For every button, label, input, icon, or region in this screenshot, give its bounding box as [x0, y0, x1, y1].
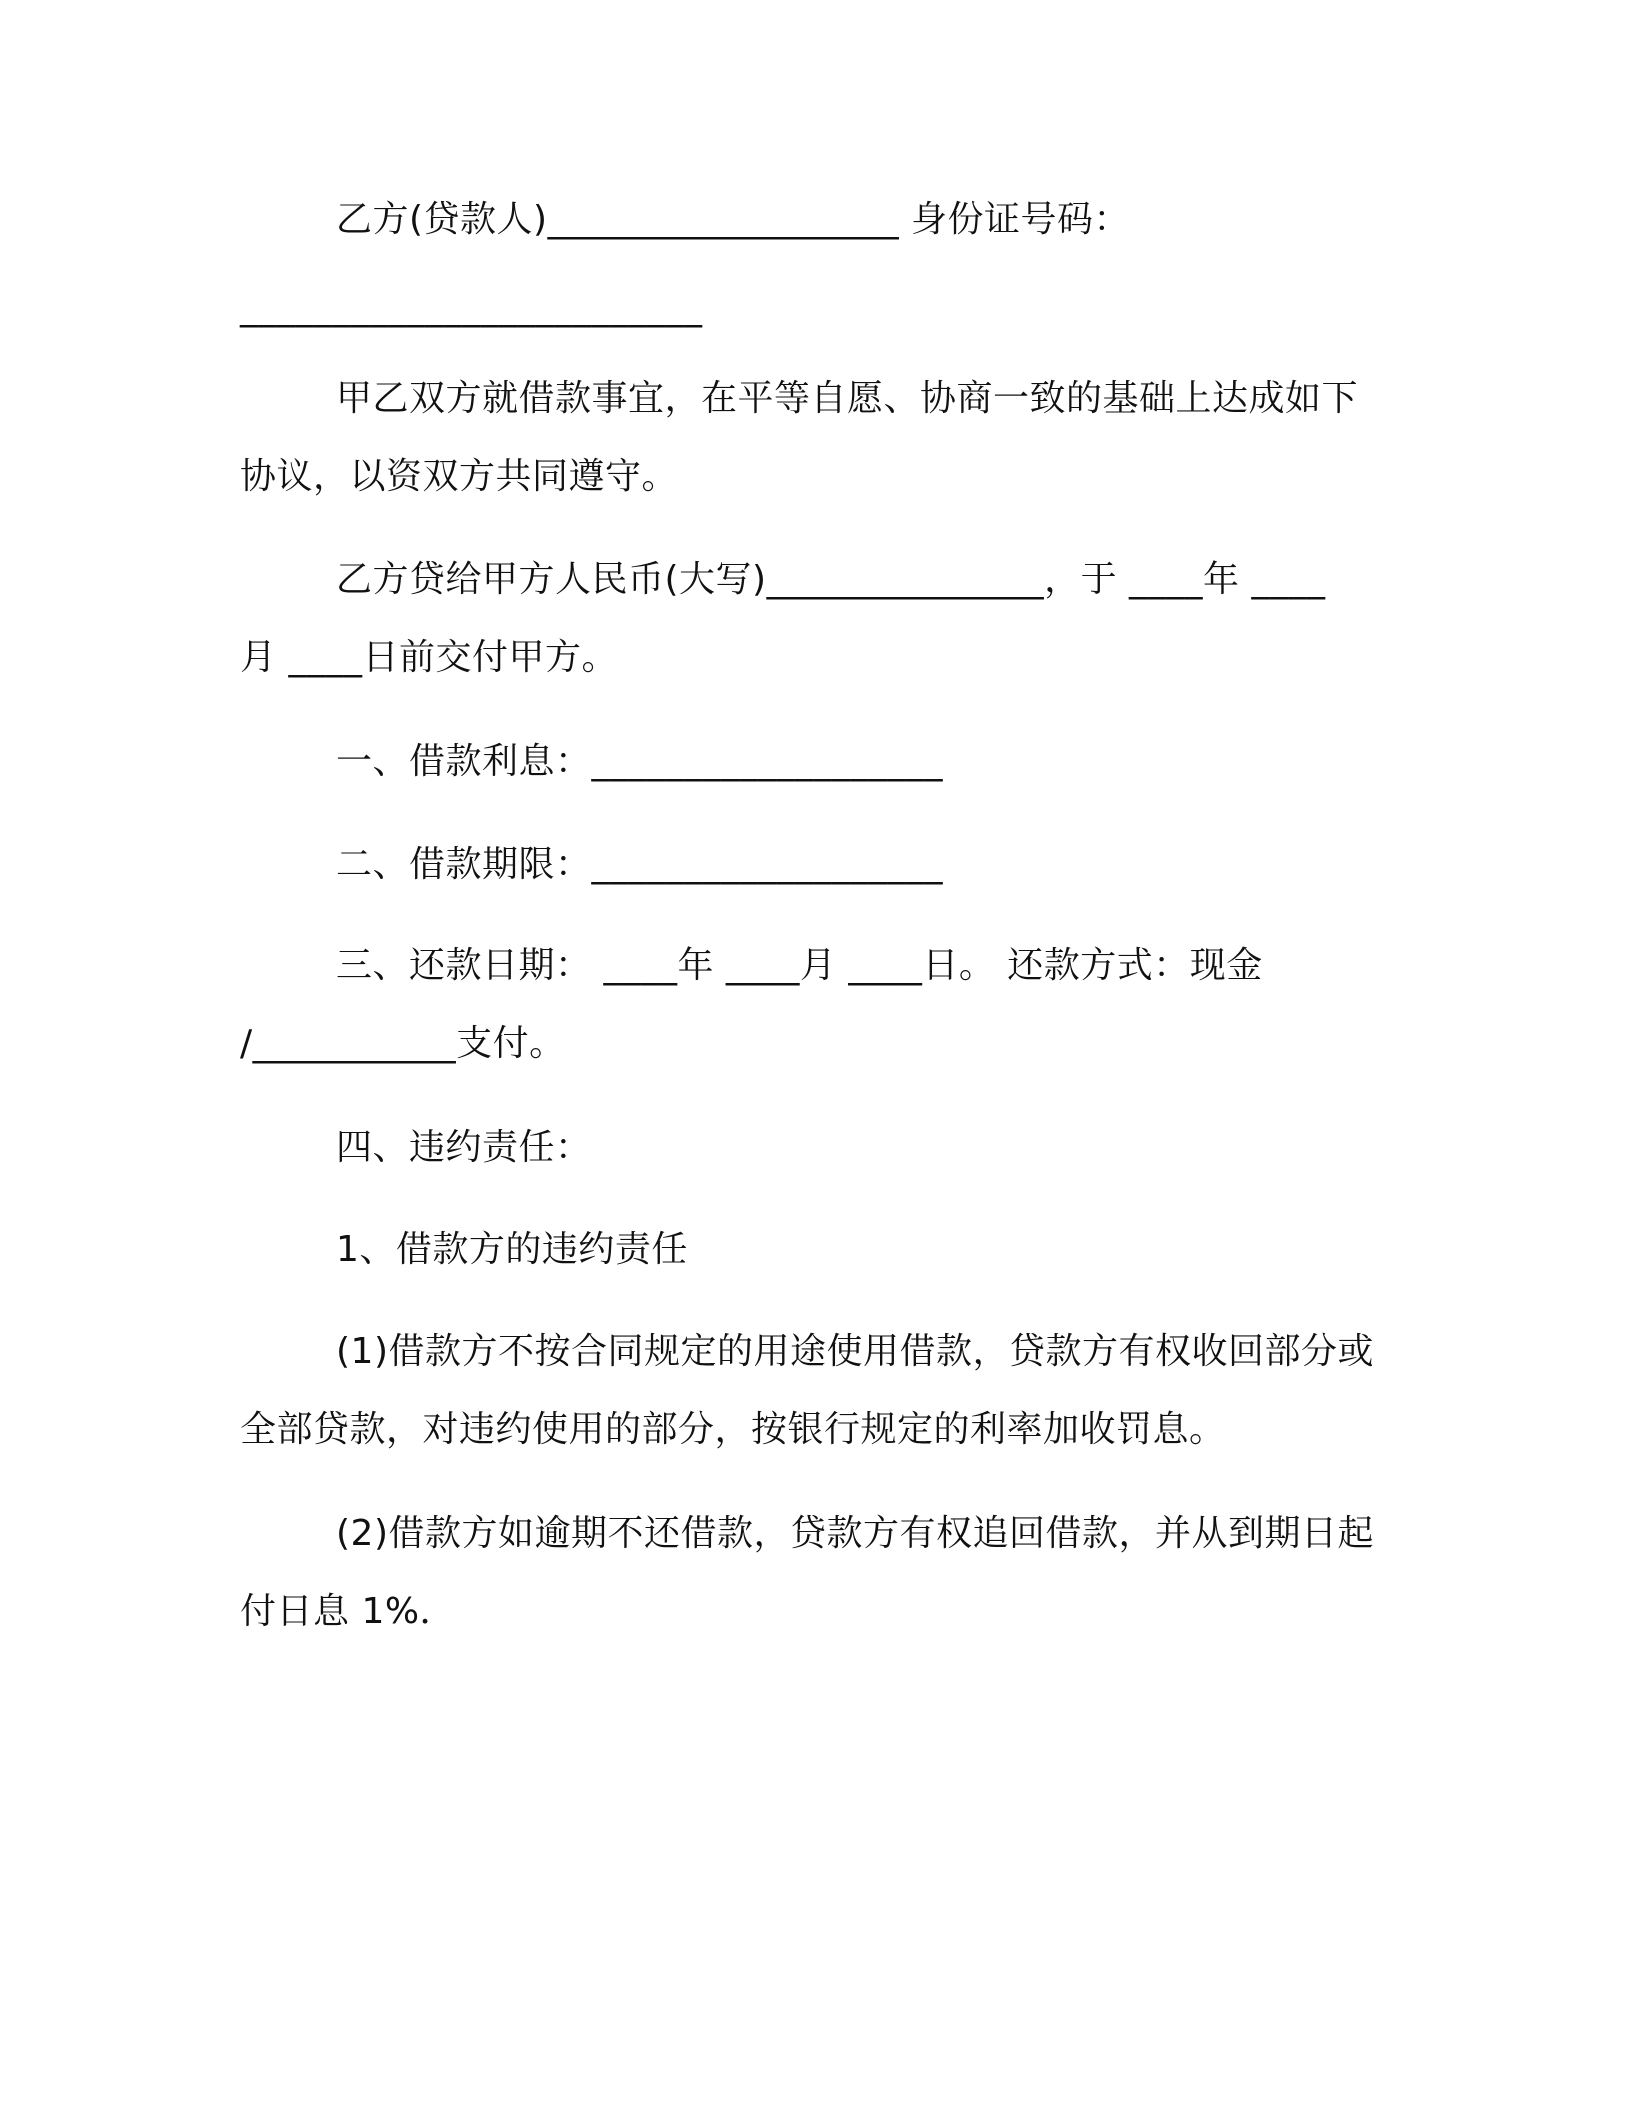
clause-2-line-2: 付日息 1%． [240, 1591, 457, 1632]
breach-liability-heading: 四、违约责任： [336, 1127, 592, 1168]
clause-2-line-1: (2)借款方如逾期不还借款，贷款方有权追回借款，并从到期日起 [336, 1513, 1374, 1554]
loan-interest-line: 一、借款利息：___________________ [336, 741, 944, 782]
party-b-line: 乙方(贷款人)___________________ 身份证号码： [336, 199, 1131, 240]
clause-1-line-2: 全部贷款，对违约使用的部分，按银行规定的利率加收罚息。 [240, 1409, 1226, 1450]
loan-term-line: 二、借款期限：___________________ [336, 844, 944, 885]
borrower-breach-heading: 1、借款方的违约责任 [336, 1229, 688, 1270]
agreement-intro-line-2: 协议，以资双方共同遵守。 [240, 456, 679, 497]
loan-amount-line-2: 月 ____日前交付甲方。 [240, 637, 618, 678]
clause-1-line-1: (1)借款方不按合同规定的用途使用借款，贷款方有权收回部分或 [336, 1331, 1374, 1372]
repayment-date-line-1: 三、还款日期： ____年 ____月 ____日。 还款方式：现金 [336, 945, 1263, 986]
agreement-intro-line-1: 甲乙双方就借款事宜，在平等自愿、协商一致的基础上达成如下 [336, 378, 1359, 419]
repayment-date-line-2: /___________支付。 [240, 1023, 566, 1064]
loan-amount-line-1: 乙方贷给甲方人民币(大写)_______________，于 ____年 ____ [336, 559, 1326, 600]
party-b-id-blank-line: _________________________ [240, 287, 703, 328]
